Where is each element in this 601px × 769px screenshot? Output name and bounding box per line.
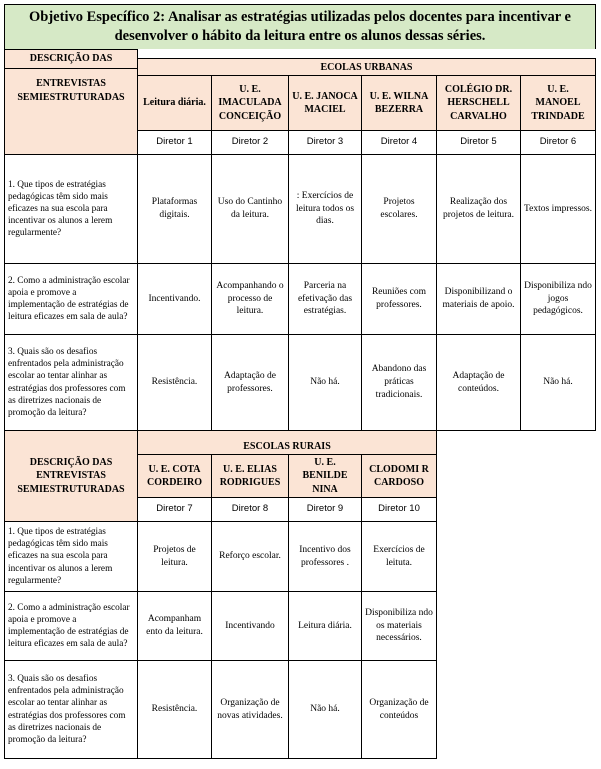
rural-school-header — [211, 454, 288, 497]
rural-answer-cell-text: Resistência. — [151, 704, 198, 715]
rural-question-cell-text: 2. Como a administração escolar apoia e promove a implementação de estratégias de leitura eficazes em sala de aula? — [8, 602, 130, 650]
urban-answer-cell-text: Plataformas digitais. — [151, 197, 198, 220]
urban-answer-cell-text: Realização dos projetos de leitura. — [443, 197, 514, 220]
urban-school-header — [520, 75, 596, 130]
urban-answer-cell — [137, 263, 211, 334]
urban-group-header — [137, 58, 596, 75]
urban-director-label — [436, 130, 520, 154]
urban-group-header-text: ECOLAS URBANAS — [320, 61, 413, 73]
urban-school-header-text: U. E. JANOCA MACIEL — [292, 90, 358, 115]
urban-answer-cell — [137, 334, 211, 430]
urban-school-header-text: COLÉGIO DR. HERSCHELL CARVALHO — [444, 83, 513, 122]
rural-school-header-text: U. E. BENILDE NINA — [302, 456, 348, 495]
rural-school-header — [361, 454, 437, 497]
urban-answer-cell-text: Disponibilizand o materiais de apoio. — [442, 287, 515, 310]
table-title-text: Objetivo Específico 2: Analisar as estratégias utilizadas pelos docentes para incentivar e desenvolver o hábito da leitura entre os alunos dessas séries. — [29, 9, 571, 44]
urban-school-header — [436, 75, 520, 130]
urban-answer-cell-text: Projetos escolares. — [380, 197, 418, 220]
rural-answer-cell — [211, 591, 288, 660]
urban-answer-cell-text: Parceria na efetivação das estratégias. — [297, 280, 353, 317]
urban-answer-cell — [288, 263, 361, 334]
rural-answer-cell — [137, 591, 211, 660]
urban-answer-cell — [520, 154, 596, 263]
rural-school-header-text: CLODOMI R CARDOSO — [369, 463, 429, 488]
urban-question-cell-text: 2. Como a administração escolar apoia e promove a implementação de estratégias de leitura eficazes em sala de aula? — [8, 275, 130, 323]
rural-answer-cell-text: Organização de novas atividades. — [217, 697, 283, 721]
urban-school-header — [137, 75, 211, 130]
urban-answer-cell-text: : Exercícios de leitura todos os dias. — [295, 190, 355, 227]
urban-director-label — [520, 130, 596, 154]
rural-answer-cell-text: Incentivo dos professores . — [299, 544, 351, 568]
urban-bottom-border — [4, 430, 596, 431]
urban-answer-cell — [520, 263, 596, 334]
urban-answer-cell — [436, 263, 520, 334]
rural-school-header — [137, 454, 211, 497]
rural-answer-cell — [361, 660, 437, 759]
urban-answer-cell-text: Não há. — [543, 377, 573, 388]
urban-descricao-top — [4, 49, 137, 68]
urban-answer-cell — [361, 263, 436, 334]
urban-director-label — [361, 130, 436, 154]
urban-answer-cell-text: Abandono das práticas tradicionais. — [371, 364, 427, 400]
rural-question-cell — [4, 660, 137, 759]
urban-header-spacer — [137, 49, 596, 58]
rural-answer-cell — [361, 521, 437, 591]
urban-director-label — [211, 130, 288, 154]
rural-answer-cell — [211, 521, 288, 591]
urban-answer-cell — [211, 263, 288, 334]
urban-school-header-text: U. E. MANOEL TRINDADE — [531, 83, 585, 122]
rural-answer-cell — [288, 521, 361, 591]
rural-answer-cell-text: Disponibiliza ndo os materiais necessários. — [365, 607, 433, 644]
table-title — [4, 4, 596, 49]
rural-answer-cell-text: Incentivando — [225, 620, 275, 631]
urban-answer-cell — [436, 154, 520, 263]
urban-director-label-text: Diretor 2 — [231, 136, 269, 148]
urban-director-label-text: Diretor 1 — [156, 136, 193, 148]
rural-group-header — [137, 430, 437, 454]
urban-school-header — [288, 75, 361, 130]
rural-director-label — [361, 497, 437, 521]
rural-school-header — [288, 454, 361, 497]
urban-question-cell — [4, 154, 137, 263]
rural-answer-cell — [288, 591, 361, 660]
urban-descricao-bottom-text: ENTREVISTAS SEMIESTRUTURADAS — [17, 78, 125, 103]
urban-answer-cell — [361, 334, 436, 430]
urban-school-header — [361, 75, 436, 130]
rural-director-label-text: Diretor 9 — [306, 503, 344, 515]
rural-director-label — [137, 497, 211, 521]
rural-director-label — [211, 497, 288, 521]
urban-answer-cell — [436, 334, 520, 430]
urban-question-cell-text: 1. Que tipos de estratégias pedagógicas têm sido mais eficazes na sua escola para incentivar os alunos a lerem regularmente? — [8, 179, 113, 239]
rural-director-label-text: Diretor 7 — [156, 503, 193, 515]
rural-answer-cell-text: Reforço escolar. — [219, 551, 281, 562]
rural-answer-cell-text: Não há. — [310, 704, 340, 715]
urban-director-label-text: Diretor 5 — [460, 136, 497, 148]
urban-answer-cell — [211, 154, 288, 263]
rural-question-cell-text: 1. Que tipos de estratégias pedagógicas têm sido mais eficazes na sua escola para incentivar os alunos a lerem regularmente? — [8, 527, 113, 586]
rural-answer-cell-text: Projetos de leitura. — [153, 544, 196, 568]
rural-descricao — [4, 430, 137, 521]
urban-descricao-bottom — [4, 68, 137, 154]
urban-director-label-text: Diretor 3 — [306, 136, 344, 148]
urban-answer-cell — [288, 154, 361, 263]
urban-answer-cell-text: Textos impressos. — [524, 203, 592, 214]
urban-answer-cell-text: Resistência. — [151, 377, 198, 388]
urban-answer-cell-text: Incentivando. — [148, 293, 201, 304]
urban-answer-cell — [211, 334, 288, 430]
urban-answer-cell — [288, 334, 361, 430]
urban-school-header-text: Leitura diária. — [143, 97, 206, 109]
urban-answer-cell-text: Adaptação de conteúdos. — [452, 370, 505, 394]
urban-answer-cell-text: Uso do Cantinho da leitura. — [217, 197, 283, 220]
rural-group-header-text: ESCOLAS RURAIS — [243, 440, 331, 452]
urban-answer-cell — [520, 334, 596, 430]
urban-question-cell — [4, 334, 137, 430]
urban-school-header — [211, 75, 288, 130]
rural-answer-cell-text: Leitura diária. — [298, 620, 352, 631]
rural-question-cell — [4, 521, 137, 591]
rural-director-label — [288, 497, 361, 521]
rural-answer-cell-text: Organização de conteúdos — [369, 697, 429, 721]
rural-answer-cell — [137, 660, 211, 759]
urban-director-label — [137, 130, 211, 154]
urban-question-cell — [4, 263, 137, 334]
rural-question-cell-text: 3. Quais são os desafios enfrentados pela administração escolar ao tentar alinhar as estratégias dos professores com as diretrizes nacionais de promoção da leitura? — [8, 674, 126, 745]
urban-answer-cell-text: Adaptação de professores. — [224, 370, 276, 394]
urban-director-label-text: Diretor 6 — [539, 136, 577, 148]
urban-question-cell-text: 3. Quais são os desafios enfrentados pela administração escolar ao tentar alinhar as estratégias dos professores com as diretrizes nacionais de promoção da leitura? — [8, 347, 126, 418]
urban-answer-cell-text: Acompanhando o processo de leitura. — [216, 280, 284, 317]
rural-answer-cell — [137, 521, 211, 591]
urban-answer-cell — [361, 154, 436, 263]
rural-descricao-text: DESCRIÇÃO DAS ENTREVISTAS SEMIESTRUTURADAS — [17, 456, 125, 495]
rural-answer-cell — [211, 660, 288, 759]
rural-answer-cell — [288, 660, 361, 759]
urban-director-label-text: Diretor 4 — [380, 136, 418, 148]
rural-director-label-text: Diretor 8 — [231, 503, 269, 515]
rural-answer-cell — [361, 591, 437, 660]
rural-question-cell — [4, 591, 137, 660]
urban-answer-cell-text: Disponibiliza ndo jogos pedagógicos. — [524, 280, 592, 317]
rural-school-header-text: U. E. COTA CORDEIRO — [146, 463, 202, 488]
rural-director-label-text: Diretor 10 — [378, 503, 420, 515]
urban-answer-cell-text: Reuniões com professores. — [371, 287, 427, 310]
rural-answer-cell-text: Acompanham ento da leitura. — [146, 614, 203, 637]
urban-answer-cell — [137, 154, 211, 263]
rural-school-header-text: U. E. ELIAS RODRIGUES — [219, 463, 281, 488]
urban-school-header-text: U. E. IMACULADA CONCEIÇÃO — [218, 83, 282, 122]
urban-descricao-top-text: DESCRIÇÃO DAS — [29, 53, 113, 65]
urban-school-header-text: U. E. WILNA BEZERRA — [369, 90, 429, 115]
rural-answer-cell-text: Exercícios de leituta. — [373, 544, 425, 568]
urban-director-label — [288, 130, 361, 154]
urban-answer-cell-text: Não há. — [310, 377, 340, 388]
